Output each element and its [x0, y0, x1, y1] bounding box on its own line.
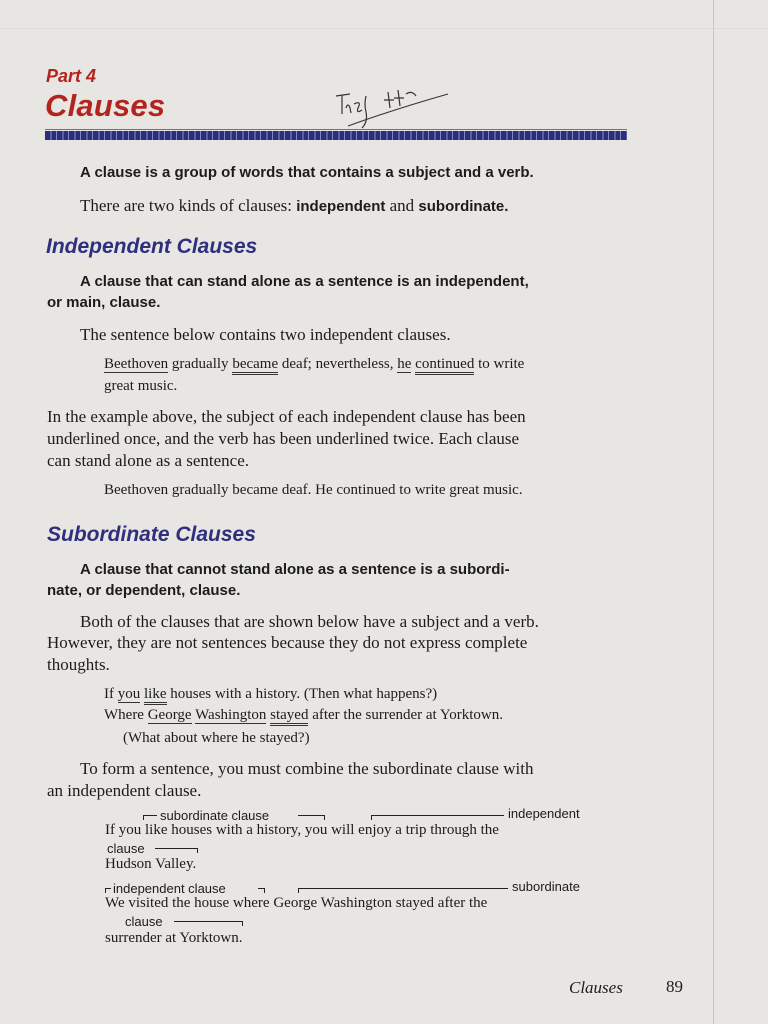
title-rule-thin	[45, 129, 627, 130]
bracket-sub	[298, 888, 508, 889]
bracket-tick	[143, 815, 144, 820]
page-number: 89	[666, 977, 683, 996]
bracket-sub-right	[298, 815, 324, 816]
ex-word: gradually	[168, 356, 233, 372]
chapter-title: Clauses	[45, 88, 166, 123]
label-independent-clause: independent clause	[113, 881, 226, 896]
ex-word: If	[104, 686, 118, 702]
bracket-tick	[242, 921, 243, 926]
verb-like: like	[144, 686, 167, 705]
subordinate-rule-line1: A clause that cannot stand alone as a sentence is a subordi-	[80, 561, 510, 578]
subordinate-example-1	[104, 686, 437, 703]
heading-subordinate: Subordinate Clauses	[47, 523, 256, 546]
independent-rule-line1: A clause that can stand alone as a sentence is an independent,	[80, 273, 529, 290]
label-clause-2: clause	[125, 914, 163, 929]
verb-stayed: stayed	[270, 707, 308, 726]
page-edge-right	[713, 0, 714, 1024]
combine-line2: an independent clause.	[47, 781, 202, 800]
independent-rule-line2: or main, clause.	[47, 294, 161, 311]
combined-sentence-1-end: Hudson Valley.	[105, 856, 197, 872]
subject-he: he	[397, 356, 412, 372]
independent-example-line2: great music.	[104, 378, 178, 394]
bracket-tick	[324, 815, 325, 820]
part-label: Part 4	[46, 66, 97, 86]
title-rule	[45, 131, 627, 140]
label-subordinate: subordinate	[512, 879, 580, 894]
explanation-line3: can stand alone as a sentence.	[47, 451, 250, 470]
subject-beethoven: Beethoven	[104, 356, 169, 372]
kind-subordinate: subordinate.	[418, 198, 509, 215]
subordinate-rule-line2: nate, or dependent, clause.	[47, 582, 241, 599]
label-subordinate-clause: subordinate clause	[160, 808, 270, 823]
kinds-lead: There are two kinds of clauses:	[80, 196, 292, 215]
label-clause: clause	[107, 841, 145, 856]
bracket-clause-2	[174, 921, 242, 922]
combined-sentence-1: If you like houses with a history, you will enjoy a trip through the	[105, 822, 499, 838]
independent-example-line1	[104, 356, 524, 373]
ex-word: deaf; nevertheless,	[278, 356, 398, 372]
bracket-tick	[264, 888, 265, 893]
combined-sentence-2: We visited the house where George Washington stayed after the	[105, 895, 488, 911]
combined-sentence-2-end: surrender at Yorktown.	[105, 930, 243, 946]
ex-word: Where	[104, 707, 148, 723]
split-example: Beethoven gradually became deaf. He continued to write great music.	[104, 482, 523, 498]
independent-para: The sentence below contains two independent clauses.	[80, 325, 451, 344]
explanation-line1: In the example above, the subject of each independent clause has been	[47, 407, 526, 426]
clause-definition: A clause is a group of words that contains a subject and a verb.	[80, 164, 534, 181]
bracket-ind	[371, 815, 504, 816]
subordinate-para-line1: Both of the clauses that are shown below have a subject and a verb.	[80, 612, 539, 631]
bracket-tick	[197, 848, 198, 853]
subject-washington: Washington	[195, 707, 267, 723]
page-edge-top	[0, 28, 768, 29]
explanation-line2: underlined once, and the verb has been underlined twice. Each clause	[47, 429, 520, 448]
bracket-ind-left	[105, 888, 111, 889]
subordinate-para-line3: thoughts.	[47, 655, 110, 674]
ex-word: houses with a history. (Then what happens?)	[166, 686, 438, 702]
bracket-sub-left	[143, 815, 157, 816]
subordinate-example-2-question: (What about where he stayed?)	[123, 730, 310, 746]
label-independent: independent	[508, 806, 580, 821]
kinds-and: and	[389, 196, 415, 215]
subject-george: George	[147, 707, 192, 723]
footer-section: Clauses	[569, 978, 623, 997]
combine-line1: To form a sentence, you must combine the subordinate clause with	[80, 759, 534, 778]
verb-became: became	[232, 356, 278, 375]
ex-word: after the surrender at Yorktown.	[308, 707, 503, 723]
heading-independent: Independent Clauses	[46, 235, 258, 258]
handwritten-note	[332, 74, 452, 134]
ex-word: to write	[474, 356, 525, 372]
bracket-clause	[155, 848, 197, 849]
kinds-sentence	[80, 196, 508, 216]
verb-continued: continued	[415, 356, 474, 375]
kind-independent: independent	[296, 198, 386, 215]
subordinate-example-2	[104, 707, 503, 724]
subordinate-para-line2: However, they are not sentences because they do not express complete	[47, 633, 528, 652]
subject-you: you	[117, 686, 141, 702]
